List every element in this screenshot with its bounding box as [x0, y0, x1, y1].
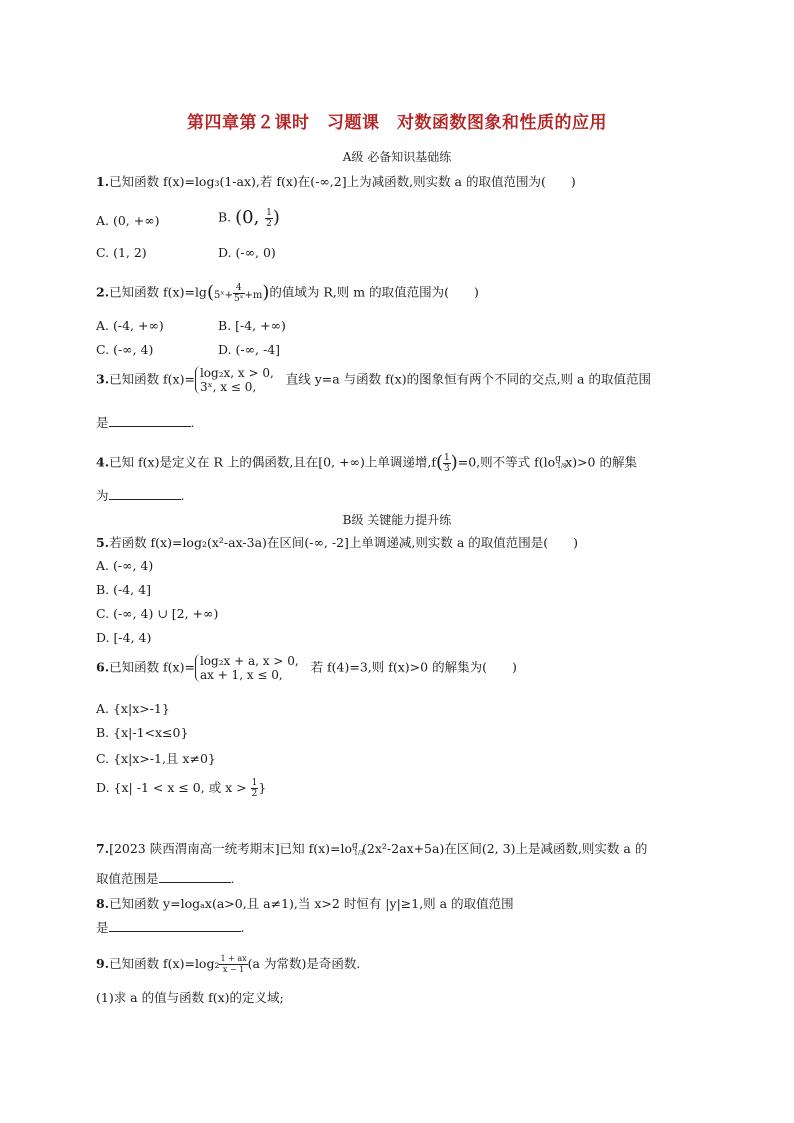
- option-label: B.: [218, 209, 232, 225]
- question-2: [96, 282, 479, 304]
- log-g: g: [352, 841, 358, 851]
- question-number: 9.: [96, 956, 110, 971]
- case-2: 3ˣ, x ≤ 0,: [199, 380, 257, 394]
- log-base-value: 1/3: [354, 850, 364, 857]
- argument-left: 5ˣ+: [213, 290, 233, 301]
- question-text: 若函数 f(x)=log₂(x²-ax-3a)在区间(-∞, -2]上单调递减,则实数 a 的取值范围是( ): [109, 535, 579, 550]
- answer-blank[interactable]: [159, 870, 231, 883]
- question-number: 8.: [96, 896, 110, 911]
- fraction-denominator: 2: [251, 789, 258, 799]
- q2-option-b: B. [-4, +∞): [218, 318, 286, 333]
- question-text-cont: 若 f(4)=3,则 f(x)>0 的解集为( ): [310, 659, 517, 675]
- question-text-cont: 是: [96, 920, 109, 935]
- fraction-numerator: 1: [266, 207, 272, 218]
- question-text-cont: 直线 y=a 与函数 f(x)的图象恒有两个不同的交点,则 a 的取值范围: [285, 371, 651, 387]
- question-6: [96, 654, 517, 682]
- q1-option-b: [218, 207, 280, 229]
- section-a-heading: A级 必备知识基础练: [342, 150, 452, 164]
- piecewise-function: [195, 654, 299, 682]
- question-5: [96, 533, 578, 551]
- q5-option-d: D. [-4, 4): [96, 630, 152, 645]
- q5-option-c: C. (-∞, 4) ∪ [2, +∞): [96, 606, 219, 621]
- question-number: 3.: [96, 371, 110, 387]
- question-text-cont: (2x²-2ax+5a)在区间(2, 3)上是减函数,则实数 a 的: [362, 841, 648, 856]
- fraction: [443, 453, 451, 474]
- question-text: [2023 陕西渭南高一统考期末]已知 f(x)=lo: [109, 841, 353, 856]
- question-text-cont: =0,则不等式 f(lo: [457, 454, 556, 470]
- function-argument: ( $\frac{1}{3}$ ): [435, 452, 458, 474]
- q1-option-a: A. (0, +∞): [96, 213, 160, 228]
- question-text: 已知 f(x)是定义在 R 上的偶函数,且在[0, +∞)上单调递增,: [109, 454, 432, 470]
- log-argument-fraction: [219, 954, 247, 975]
- question-number: 5.: [96, 535, 110, 550]
- log-base-value: 1/8: [557, 463, 567, 471]
- question-4: [96, 452, 637, 474]
- question-text-cont: 为: [96, 488, 109, 503]
- question-1: [96, 172, 576, 190]
- fraction-numerator: 1: [443, 452, 450, 463]
- fraction: [265, 208, 273, 229]
- fraction-numerator: 1: [251, 778, 258, 788]
- answer-blank[interactable]: [109, 414, 191, 427]
- q6-option-b: B. {x|-1<x≤0}: [96, 725, 189, 740]
- option-text-end: }: [258, 780, 267, 795]
- case-1: log₂x, x > 0,: [199, 366, 274, 380]
- q5-option-a: A. (-∞, 4): [96, 558, 154, 573]
- q5-option-b: B. (-4, 4]: [96, 582, 151, 597]
- question-number: 6.: [96, 659, 110, 675]
- fraction-numerator: 4: [233, 283, 245, 294]
- log-g: g: [555, 454, 561, 465]
- case-2: ax + 1, x ≤ 0,: [199, 668, 283, 682]
- option-text: {x| -1 < x ≤ 0, 或 x >: [113, 780, 251, 795]
- fraction-numerator: 1 + ax: [220, 954, 247, 963]
- question-text-cont: 的值域为 R,则 m 的取值范围为( ): [269, 284, 479, 300]
- question-number: 4.: [96, 454, 110, 470]
- question-7: [96, 839, 647, 857]
- q2-option-d: D. (-∞, -4]: [218, 342, 281, 357]
- question-text: 已知函数 f(x)=log₂: [109, 956, 220, 971]
- question-7-line-2: 取值范围是 .: [96, 871, 235, 886]
- fraction: [233, 283, 245, 304]
- argument-right: +m: [244, 290, 263, 301]
- question-text-cont: 是: [96, 415, 109, 430]
- q6-option-d: [96, 778, 266, 799]
- fraction-denominator: x − 1: [222, 965, 245, 974]
- q6-option-a: A. {x|x>-1}: [96, 701, 170, 716]
- question-9-part-1: (1)求 a 的值与函数 f(x)的定义域;: [96, 990, 284, 1005]
- question-9: [96, 954, 360, 975]
- q2-option-a: A. (-4, +∞): [96, 318, 164, 333]
- question-text: 已知函数 f(x)=: [109, 371, 195, 387]
- question-text-cont: 取值范围是: [96, 871, 159, 886]
- section-b-heading: B级 关键能力提升练: [342, 513, 452, 527]
- question-4-line-2: 为 .: [96, 488, 185, 503]
- question-text: 已知函数 f(x)=: [109, 659, 195, 675]
- question-number: 7.: [96, 841, 110, 856]
- question-number: 2.: [96, 284, 110, 300]
- option-label: D.: [96, 780, 110, 795]
- question-number: 1.: [96, 174, 110, 189]
- q1-option-c: C. (1, 2): [96, 245, 147, 260]
- case-1: log₂x + a, x > 0,: [199, 654, 299, 668]
- q2-option-c: C. (-∞, 4): [96, 342, 154, 357]
- question-text: 已知函数 f(x)=log₃(1-ax),若 f(x)在(-∞,2]上为减函数,则实数 a 的取值范围为( ): [109, 174, 576, 189]
- page-title: 第四章第２课时 习题课 对数函数图象和性质的应用: [187, 113, 607, 133]
- question-text-end: x)>0 的解集: [565, 454, 637, 470]
- question-8-line-2: 是 .: [96, 920, 245, 935]
- function-symbol: f: [431, 454, 436, 470]
- question-text: 已知函数 f(x)=lg: [109, 284, 207, 300]
- fraction-denominator: 2: [266, 218, 272, 229]
- question-3-line-2: 是 .: [96, 415, 195, 430]
- answer-blank[interactable]: [109, 487, 181, 500]
- interval-right: ): [272, 207, 280, 228]
- answer-blank[interactable]: [109, 919, 241, 932]
- interval-left: (0,: [235, 207, 266, 228]
- q6-option-c: C. {x|x>-1,且 x≠0}: [96, 751, 216, 766]
- question-text: 已知函数 y=logₐx(a>0,且 a≠1),当 x>2 时恒有 |y|≥1,则 a 的取值范围: [109, 896, 514, 911]
- fraction-denominator: 5ˣ: [233, 293, 244, 304]
- question-text-cont: (a 为常数)是奇函数.: [247, 956, 361, 971]
- q1-option-d: D. (-∞, 0): [218, 245, 276, 260]
- fraction-denominator: 3: [443, 463, 450, 474]
- option-text: [235, 207, 280, 228]
- question-3: [96, 366, 651, 394]
- question-8: [96, 894, 514, 912]
- piecewise-function: [195, 366, 274, 394]
- lg-argument: (5ˣ+ $\frac{4}{\text{5ˣ}}$ +m): [206, 282, 270, 304]
